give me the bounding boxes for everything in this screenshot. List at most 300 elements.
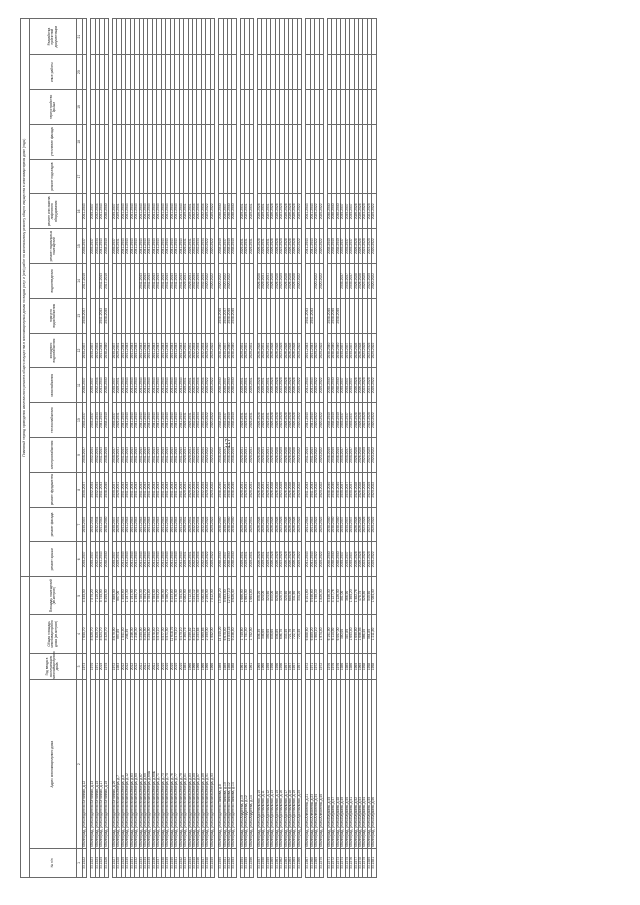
table-cell: 2041-2043 (166, 507, 170, 542)
column-header: Год ввода в эксплуатацию многоквартирного дома (30, 653, 77, 680)
table-cell: 2026-2028 (289, 403, 293, 438)
table-cell: 346,60 (262, 615, 266, 653)
table-cell: 2038-2040 (104, 229, 108, 264)
table-cell: 1 603,40 (350, 615, 354, 653)
table-cell: 564,80 (367, 615, 371, 653)
table-cell: 2023-2025 (367, 472, 371, 507)
table-cell: 1972 (319, 653, 323, 680)
table-cell: 2041-2043 (126, 472, 130, 507)
address-cell: г.Волгоград, ул.им.водителя Бетонная, д.12 (83, 680, 87, 848)
table-cell: 2026-2028 (284, 333, 288, 368)
table-cell: 2038-2040 (332, 333, 336, 368)
table-cell: 2041-2043 (144, 403, 148, 438)
table-cell: 2041-2043 (83, 194, 87, 229)
table-cell: 2026-2028 (293, 264, 297, 299)
table-cell: 2041-2043 (161, 542, 165, 577)
table-cell: 833,00 (271, 577, 275, 615)
table-cell: 2038-2040 (104, 542, 108, 577)
table-cell: 2032-2034 (197, 438, 201, 473)
table-cell: 2035-2037 (223, 298, 227, 333)
table-cell: 2026-2028 (289, 333, 293, 368)
table-cell: 1972 (315, 653, 319, 680)
column-number: 5 (77, 577, 83, 615)
table-cell: 2038-2040 (327, 333, 331, 368)
table-cell: 1 246,30 (135, 615, 139, 653)
table-cell: 2011 (148, 653, 152, 680)
table-cell: 2020-2022 (297, 333, 301, 368)
table-cell: 2032-2034 (201, 403, 205, 438)
table-cell: 2032-2034 (95, 333, 99, 368)
table-cell: 2032-2034 (193, 507, 197, 542)
table-cell: 5 577,30 (161, 615, 165, 653)
table-cell: 33.1549 (210, 848, 214, 877)
table-cell: 5 953,00 (223, 577, 227, 615)
table-cell: 2035-2037 (83, 229, 87, 264)
table-cell: 2035-2037 (112, 194, 116, 229)
table-cell: 2035-2037 (341, 333, 345, 368)
table-cell: 2029-2031 (117, 229, 121, 264)
table-cell: 2026-2028 (275, 194, 279, 229)
address-cell: г.Волгоград, ул.им.водителя Кюхельбекера, д.76 (170, 680, 174, 848)
table-cell: 2026-2028 (284, 229, 288, 264)
table-cell: 33.1535 (148, 848, 152, 877)
table-cell: 2029-2031 (240, 542, 244, 577)
table-cell: 2032-2034 (193, 438, 197, 473)
table-cell: 1989 (219, 653, 223, 680)
table-cell: 2032-2034 (197, 472, 201, 507)
table-cell: 721,70 (289, 615, 293, 653)
table-cell: 4 365,79 (184, 615, 188, 653)
table-cell: 2035-2037 (345, 194, 349, 229)
table-cell: 2041-2043 (100, 438, 104, 473)
table-cell: 33.1539 (166, 848, 170, 877)
address-cell: г.Волгоград, ул.им.водителя Бетонная, д.20 (112, 680, 116, 848)
table-cell: 2032-2034 (95, 403, 99, 438)
table-cell: 2041-2043 (152, 472, 156, 507)
table-cell: 2038-2040 (104, 438, 108, 473)
table-cell: 2020-2022 (319, 264, 323, 299)
table-cell: 2041-2043 (121, 542, 125, 577)
table-cell: 2041-2043 (152, 438, 156, 473)
table-cell: 2029-2031 (188, 194, 192, 229)
table-cell: 2041-2043 (161, 403, 165, 438)
table-cell: 2038-2040 (219, 368, 223, 403)
table-cell: 2035-2037 (112, 403, 116, 438)
table-cell: 3 176,40 (175, 577, 179, 615)
table-cell: 1958 (367, 653, 371, 680)
table-cell: 2038-2040 (219, 333, 223, 368)
table-cell: 3 241,12 (193, 577, 197, 615)
table-cell: 2035-2037 (345, 542, 349, 577)
table-cell: 1961 (240, 653, 244, 680)
table-cell: 2035-2037 (83, 368, 87, 403)
table-cell: 2012 (135, 653, 139, 680)
table-cell: 2038-2040 (232, 542, 236, 577)
table-cell: 2020-2022 (210, 472, 214, 507)
table-cell: 2041-2043 (100, 194, 104, 229)
table-cell: 8 341,12 (193, 615, 197, 653)
table-cell: 2041-2043 (148, 368, 152, 403)
table-cell: 33.1538 (161, 848, 165, 877)
table-cell: 33.1526 (104, 848, 108, 877)
table-cell: 2029-2031 (240, 333, 244, 368)
table-cell: 1966 (197, 653, 201, 680)
table-cell: 2035-2037 (341, 229, 345, 264)
table-cell: 2041-2043 (166, 194, 170, 229)
table-cell: 2023-2025 (363, 507, 367, 542)
column-header: иные работы (30, 55, 77, 90)
table-cell: 2020-2022 (297, 403, 301, 438)
table-cell: 33.1533 (139, 848, 143, 877)
table-cell: 2020-2022 (297, 264, 301, 299)
table-cell: 2026-2028 (275, 507, 279, 542)
table-cell: 2032-2034 (95, 542, 99, 577)
table-cell: 2041-2043 (139, 507, 143, 542)
table-cell: 2038-2040 (336, 472, 340, 507)
table-cell: 2041-2043 (170, 229, 174, 264)
table-cell: 2026-2028 (284, 507, 288, 542)
table-cell: 2029-2031 (249, 542, 253, 577)
table-cell: 2029-2031 (188, 403, 192, 438)
table-cell: 1 952,00 (210, 615, 214, 653)
table-cell: 1 400,60 (121, 577, 125, 615)
table-cell: 2035-2037 (83, 298, 87, 333)
table-cell: 2029-2031 (245, 438, 249, 473)
table-cell: 2041-2043 (148, 472, 152, 507)
column-header: ремонт фундамента (30, 472, 77, 507)
table-cell: 1976 (327, 653, 331, 680)
table-cell: 2029-2031 (117, 403, 121, 438)
table-cell: 33.1553 (232, 848, 236, 877)
table-cell: 2041-2043 (100, 472, 104, 507)
table-cell: 2041-2043 (161, 438, 165, 473)
address-cell: г.Волгоград, ул.им.водителя Кюхельбекера, д.69 (144, 680, 148, 848)
address-cell: г.Волгоград, ул.им.Баумана, д.45 (327, 680, 331, 848)
table-cell: 2035-2037 (341, 194, 345, 229)
table-cell: 2041-2043 (139, 403, 143, 438)
table-cell: 2023-2025 (367, 194, 371, 229)
table-cell: 2035-2037 (223, 438, 227, 473)
table-cell: 2026-2028 (293, 438, 297, 473)
table-cell: 2038-2040 (227, 507, 231, 542)
table-cell: 2020-2022 (319, 333, 323, 368)
header-spacer (21, 577, 30, 878)
column-header: ремонт подвальных помещений (30, 229, 77, 264)
table-cell: 1 197,30 (126, 577, 130, 615)
table-cell: 2029-2031 (184, 229, 188, 264)
table-cell: 2026-2028 (284, 472, 288, 507)
table-cell: 2041-2043 (157, 438, 161, 473)
address-cell: г.Волгоград, ул.им.водителя Панкова, д.14 (232, 680, 236, 848)
table-cell: 2032-2034 (201, 507, 205, 542)
table-cell: 2041-2043 (179, 368, 183, 403)
table-cell: 2041-2043 (310, 229, 314, 264)
table-cell: 2020-2022 (319, 403, 323, 438)
table-cell: 2041-2043 (310, 298, 314, 333)
table-cell: 1956 (280, 653, 284, 680)
table-cell: 2029-2031 (266, 368, 270, 403)
table-cell: 2038-2040 (336, 507, 340, 542)
table-cell: 2020-2022 (297, 229, 301, 264)
table-cell: 2041-2043 (130, 542, 134, 577)
table-cell: 8 329,70 (104, 615, 108, 653)
table-cell: 2026-2028 (354, 403, 358, 438)
table-cell: 1 696,95 (358, 615, 362, 653)
table-cell: 2020-2022 (206, 542, 210, 577)
table-cell: 722,70 (293, 615, 297, 653)
capital-repair-table (20, 18, 377, 878)
table-cell: 2026-2028 (275, 333, 279, 368)
table-cell: 2026-2028 (289, 542, 293, 577)
table-cell: 2010 (175, 653, 179, 680)
address-cell: г.Волгоград, ул.им.водителя Бетонная, д.19 (104, 680, 108, 848)
table-cell: 2023-2025 (363, 542, 367, 577)
table-cell (372, 298, 376, 333)
table-cell: 2041-2043 (100, 507, 104, 542)
table-cell: 2020-2022 (315, 438, 319, 473)
table-cell: 2023-2025 (363, 438, 367, 473)
table-cell: 2029-2031 (245, 472, 249, 507)
table-cell: 2038-2040 (227, 229, 231, 264)
table-cell: 2041-2043 (161, 229, 165, 264)
table-cell: 7 812,00 (210, 577, 214, 615)
table-cell: 2038-2040 (104, 403, 108, 438)
table-cell: 2041-2043 (157, 403, 161, 438)
table-cell: 2020-2022 (372, 403, 376, 438)
table-cell: 2041-2043 (121, 229, 125, 264)
address-cell: г.Волгоград, ул.им.Андреева, д.14 (249, 680, 253, 848)
table-cell: 7 110,20 (95, 577, 99, 615)
table-cell: 2029-2031 (262, 264, 266, 299)
table-cell: 2 190,00 (206, 577, 210, 615)
table-cell: 1 751,40 (245, 615, 249, 653)
table-cell: 2041-2043 (152, 368, 156, 403)
table-cell: 2041-2043 (121, 403, 125, 438)
table-cell: 2041-2043 (152, 403, 156, 438)
column-number: 8 (77, 472, 83, 507)
table-cell: 2020-2022 (315, 403, 319, 438)
table-cell: 2026-2028 (293, 333, 297, 368)
table-cell: 2038-2040 (227, 542, 231, 577)
table-cell: 14 445,20 (219, 615, 223, 653)
column-header: Адрес многоквартирного дома (30, 680, 77, 848)
table-cell: 2032-2034 (193, 333, 197, 368)
table-cell: 2041-2043 (179, 403, 183, 438)
table-cell: 2035-2037 (350, 333, 354, 368)
table-cell: 2041-2043 (144, 264, 148, 299)
table-cell: 2010 (157, 653, 161, 680)
table-cell: 2038-2040 (332, 298, 336, 333)
table-cell: 1966 (201, 653, 205, 680)
address-cell: г.Волгоград, ул.им.Андреева, д.10 (240, 680, 244, 848)
table-cell: 1 084,40 (372, 577, 376, 615)
table-cell: 2041-2043 (126, 403, 130, 438)
table-cell: 33.1544 (188, 848, 192, 877)
address-cell: г.Волгоград, ул.им.Баумана, д.48 (336, 680, 340, 848)
table-cell: 2041-2043 (306, 298, 310, 333)
table-cell: 2041-2043 (152, 542, 156, 577)
table-cell: 2041-2043 (139, 472, 143, 507)
table-cell: 2035-2037 (341, 264, 345, 299)
table-cell: 33.1574 (341, 848, 345, 877)
table-cell: 2041-2043 (166, 368, 170, 403)
address-cell: г.Волгоград, ул.им.Алексеева, д.34 (315, 680, 319, 848)
table-cell: 2026-2028 (358, 472, 362, 507)
table-cell: 1971 (310, 653, 314, 680)
table-cell: 2035-2037 (341, 472, 345, 507)
table-cell: 2029-2031 (188, 264, 192, 299)
table-cell: 2032-2034 (91, 438, 95, 473)
table-cell: 2041-2043 (100, 403, 104, 438)
table-cell: 2035-2037 (112, 368, 116, 403)
table-cell: 2026-2028 (293, 403, 297, 438)
table-cell: 33.1576 (350, 848, 354, 877)
table-cell: 2035-2037 (350, 403, 354, 438)
table-cell: 2026-2028 (257, 368, 261, 403)
table-cell: 1 965,10 (315, 615, 319, 653)
table-cell: 2041-2043 (161, 472, 165, 507)
table-cell: 2041-2043 (144, 507, 148, 542)
table-cell: 33.1546 (197, 848, 201, 877)
table-cell: 2038-2040 (227, 298, 231, 333)
table-cell: 2020-2022 (319, 368, 323, 403)
table-cell: 2035-2037 (341, 403, 345, 438)
table-cell: 2038-2040 (327, 403, 331, 438)
table-cell: 2026-2028 (284, 438, 288, 473)
column-number: 18 (77, 124, 83, 159)
table-cell: 2023-2025 (367, 403, 371, 438)
table-cell: 2041-2043 (148, 438, 152, 473)
column-number: 21 (77, 19, 83, 55)
table-cell: 2035-2037 (91, 542, 95, 577)
table-cell: 2041-2043 (306, 403, 310, 438)
table-cell: 2035-2037 (83, 403, 87, 438)
table-cell: 2038-2040 (336, 542, 340, 577)
table-cell: 2029-2031 (184, 403, 188, 438)
table-cell: 2017-2019 (83, 264, 87, 299)
table-cell: 2041-2043 (121, 472, 125, 507)
table-cell: 33.1561 (275, 848, 279, 877)
table-cell: 2041-2043 (148, 194, 152, 229)
table-cell: 2032-2034 (197, 229, 201, 264)
table-cell: 2038-2040 (227, 472, 231, 507)
table-cell: 2020-2022 (319, 438, 323, 473)
table-cell: 2041-2043 (310, 333, 314, 368)
table-cell: 2041-2043 (135, 368, 139, 403)
table-cell: 2026-2028 (271, 507, 275, 542)
table-cell: 1957 (297, 653, 301, 680)
table-cell (372, 159, 376, 194)
address-cell: г.Волгоград, ул.им.Баумана, д.52 (354, 680, 358, 848)
table-cell: 2035-2037 (341, 542, 345, 577)
column-number: 1 (77, 848, 83, 877)
table-cell: 2023-2025 (280, 472, 284, 507)
table-cell: 2029-2031 (240, 507, 244, 542)
table-cell: 13 833,15 (227, 615, 231, 653)
address-cell: г.Волгоград, ул.им.Арсенальная, д.17 (284, 680, 288, 848)
table-cell: 2038-2040 (332, 194, 336, 229)
table-cell: 2026-2028 (271, 368, 275, 403)
address-cell: г.Волгоград, ул.им.водителя Кюхельбекера, д.83 (188, 680, 192, 848)
table-cell: 1966 (262, 653, 266, 680)
table-cell: 2041-2043 (139, 333, 143, 368)
table-cell: 2020-2022 (206, 229, 210, 264)
table-cell: 2029-2031 (184, 507, 188, 542)
table-cell: 2041-2043 (306, 229, 310, 264)
table-cell: 2026-2028 (289, 507, 293, 542)
table-cell: 2041-2043 (148, 333, 152, 368)
table-cell: 2020-2022 (372, 194, 376, 229)
table-cell: 2029-2031 (188, 438, 192, 473)
address-cell: г.Волгоград, ул.им.Баумана, д.50 (345, 680, 349, 848)
table-cell: 2035-2037 (345, 472, 349, 507)
table-cell: 2029-2031 (266, 507, 270, 542)
table-cell: 1 191,00 (130, 577, 134, 615)
table-cell: 1957 (284, 653, 288, 680)
address-cell: г.Волгоград, ул.им.водителя Кюхельбекера, д.65 (135, 680, 139, 848)
table-cell: 566,40 (363, 615, 367, 653)
table-cell: 2032-2034 (197, 368, 201, 403)
table-cell: 2023-2025 (363, 229, 367, 264)
table-cell: 2029-2031 (266, 438, 270, 473)
table-cell: 1983 (117, 653, 121, 680)
table-cell: 2026-2028 (271, 194, 275, 229)
table-cell: 2035-2037 (345, 229, 349, 264)
table-cell (372, 124, 376, 159)
table-cell: 3 784,20 (157, 577, 161, 615)
table-cell: 1969 (257, 653, 261, 680)
address-cell: г.Волгоград, ул.им.водителя Панкова, д.8 (219, 680, 223, 848)
table-cell: 33.1547 (201, 848, 205, 877)
table-cell: 2035-2037 (345, 368, 349, 403)
address-cell: г.Волгоград, ул.им.водителя Кюхельбекера, д.73 (161, 680, 165, 848)
table-cell: 2035-2037 (223, 507, 227, 542)
table-cell: 8 524,70 (100, 615, 104, 653)
address-cell: г.Волгоград, ул.им.водителя Бетонная, д.13 (91, 680, 95, 848)
table-cell: 2029-2031 (266, 403, 270, 438)
table-cell: 1957 (293, 653, 297, 680)
table-cell: 2020-2022 (315, 229, 319, 264)
table-cell: 2011 (139, 653, 143, 680)
table-cell: 2010 (166, 653, 170, 680)
address-cell: г.Волгоград, ул.им.водителя Кюхельбекера, д.69Б (152, 680, 156, 848)
table-cell: 33.1532 (135, 848, 139, 877)
table-cell: 6 101,60 (306, 577, 310, 615)
table-cell: 2032-2034 (197, 264, 201, 299)
table-cell: 2041-2043 (139, 542, 143, 577)
table-cell: 2035-2037 (112, 438, 116, 473)
table-cell: 2038-2040 (232, 438, 236, 473)
table-cell: 2023-2025 (363, 264, 367, 299)
table-cell: 366,90 (345, 577, 349, 615)
table-cell: 2038-2040 (327, 542, 331, 577)
table-cell: 2026-2028 (293, 542, 297, 577)
table-cell: 33.1578 (358, 848, 362, 877)
table-cell: 33.1548 (206, 848, 210, 877)
table-cell: 2026-2028 (354, 542, 358, 577)
address-cell: г.Волгоград, ул.им.водителя Кюхельбекера, д.91 (206, 680, 210, 848)
table-cell: 6 675,40 (223, 615, 227, 653)
table-cell: 2041-2043 (166, 472, 170, 507)
table-cell: 2032-2034 (95, 507, 99, 542)
table-cell: 2035-2037 (91, 333, 95, 368)
table-cell: 2038-2040 (332, 507, 336, 542)
table-cell: 2041-2043 (179, 438, 183, 473)
table-cell: 2041-2043 (152, 194, 156, 229)
table-cell: 2041-2043 (175, 438, 179, 473)
table-cell: 2041-2043 (306, 333, 310, 368)
table-cell: 2041-2043 (306, 194, 310, 229)
